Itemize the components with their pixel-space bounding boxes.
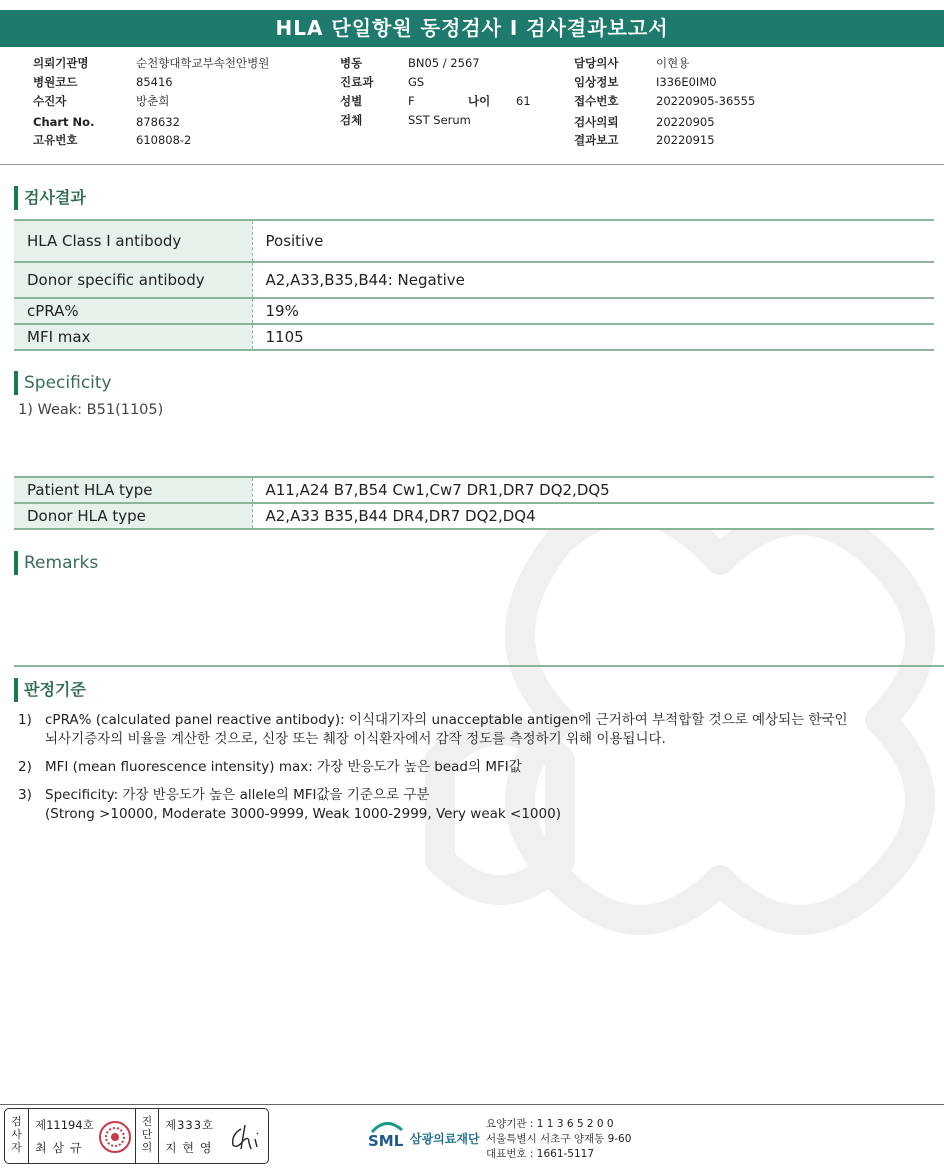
signature-box <box>4 1108 269 1164</box>
list-item <box>18 758 918 777</box>
info-label: 수진자 <box>33 94 67 108</box>
criteria-number: 1) <box>18 712 32 728</box>
info-label: 접수번호 <box>574 94 619 108</box>
info-label: 진료과 <box>340 75 374 89</box>
list-item <box>18 711 918 749</box>
signature-icon <box>227 1123 265 1153</box>
info-label: 검체 <box>340 113 363 127</box>
org-info <box>486 1117 631 1162</box>
criteria-line: MFI (mean fluorescence intensity) max: 가장 반응도가 높은 bead의 MFI값 <box>45 759 522 775</box>
result-value: Positive <box>252 220 934 262</box>
inspector-label-text: 검사자 <box>11 1115 22 1154</box>
age-label: 나이 <box>468 94 491 108</box>
result-key: Donor specific antibody <box>14 262 252 298</box>
doctor-license: 제333호 <box>165 1118 215 1132</box>
criteria-section-title: 판정기준 <box>14 678 86 702</box>
footer-divider <box>0 1104 944 1105</box>
table-row <box>14 477 934 503</box>
org-name: 삼광의료재단 <box>410 1132 480 1146</box>
doctor-label <box>135 1109 159 1163</box>
info-value: SST Serum <box>408 113 471 127</box>
criteria-line: 뇌사기증자의 비율을 계산한 것으로, 신장 또는 췌장 이식환자에서 감작 정도를 측정하기 위해 이용됩니다. <box>45 731 666 747</box>
age-value: 61 <box>516 94 531 108</box>
table-row <box>14 324 934 350</box>
criteria-line: (Strong >10000, Moderate 3000-9999, Weak 1000-2999, Very weak <1000) <box>45 806 561 822</box>
criteria-line: Specificity: 가장 반응도가 높은 allele의 MFI값을 기준으로 구분 <box>45 787 430 803</box>
inspector-name: 최 삼 규 <box>35 1141 83 1155</box>
info-label: 담당의사 <box>574 56 619 70</box>
result-key: cPRA% <box>14 298 252 324</box>
seal-stamp-icon <box>99 1121 131 1153</box>
info-value: 878632 <box>136 115 180 129</box>
result-key: MFI max <box>14 324 252 350</box>
info-value: BN05 / 2567 <box>408 56 480 70</box>
specificity-text: 1) Weak: B51(1105) <box>18 402 164 418</box>
remarks-section-title: Remarks <box>14 551 98 575</box>
inspector-label <box>5 1109 29 1163</box>
info-label: 검사의뢰 <box>574 115 619 129</box>
info-value: 85416 <box>136 75 173 89</box>
info-label: 의뢰기관명 <box>33 56 89 70</box>
info-label: 고유번호 <box>33 133 78 147</box>
hla-value: A11,A24 B7,B54 Cw1,Cw7 DR1,DR7 DQ2,DQ5 <box>252 477 934 503</box>
info-label: 임상정보 <box>574 75 619 89</box>
specificity-section-title: Specificity <box>14 371 112 395</box>
info-label: 결과보고 <box>574 133 619 147</box>
criteria-list <box>18 711 918 824</box>
result-key: HLA Class I antibody <box>14 220 252 262</box>
hla-value: A2,A33 B35,B44 DR4,DR7 DQ2,DQ4 <box>252 503 934 529</box>
info-value: F <box>408 94 415 108</box>
info-label: 병동 <box>340 56 363 70</box>
table-row <box>14 262 934 298</box>
sml-logo-icon <box>366 1116 408 1156</box>
patient-info-header <box>0 54 944 164</box>
criteria-line: cPRA% (calculated panel reactive antibody): 이식대기자의 unacceptable antigen에 근거하여 부적합할 것으로 예상되는 한국인 <box>45 712 848 728</box>
info-label: 병원코드 <box>33 75 78 89</box>
info-value: 20220905-36555 <box>656 94 756 108</box>
org-address: 서울특별시 서초구 양재동 9-60 <box>486 1133 632 1145</box>
info-value: 이현용 <box>656 56 690 70</box>
org-code: 요양기관 : 1 1 3 6 5 2 0 0 <box>486 1118 614 1130</box>
info-value: 610808-2 <box>136 133 192 147</box>
result-value: 1105 <box>252 324 934 350</box>
doctor-label-text: 진단의 <box>141 1115 153 1154</box>
table-row <box>14 298 934 324</box>
sml-logo-text: SML <box>368 1132 404 1150</box>
inspector-license: 제11194호 <box>35 1118 94 1132</box>
table-row <box>14 220 934 262</box>
hla-key: Patient HLA type <box>14 477 252 503</box>
hla-key: Donor HLA type <box>14 503 252 529</box>
header-divider <box>0 164 944 165</box>
results-section-title: 검사결과 <box>14 186 86 210</box>
info-label: Chart No. <box>33 115 95 129</box>
org-phone: 대표번호 : 1661-5117 <box>486 1148 595 1160</box>
results-table <box>14 219 934 351</box>
info-label: 성별 <box>340 94 363 108</box>
section-divider <box>14 665 944 667</box>
info-value: 20220915 <box>656 133 715 147</box>
info-value: 순천향대학교부속천안병원 <box>136 56 270 70</box>
report-title: HLA 단일항원 동정검사 I 검사결과보고서 <box>0 10 944 47</box>
table-row <box>14 503 934 529</box>
criteria-number: 3) <box>18 787 32 803</box>
info-value: I336E0IM0 <box>656 75 717 89</box>
doctor-name: 지 현 영 <box>165 1141 213 1155</box>
info-value: 20220905 <box>656 115 715 129</box>
criteria-number: 2) <box>18 759 32 775</box>
result-value: 19% <box>252 298 934 324</box>
list-item <box>18 786 918 824</box>
hla-type-table <box>14 476 934 530</box>
info-value: 방춘희 <box>136 94 170 108</box>
info-value: GS <box>408 75 425 89</box>
result-value: A2,A33,B35,B44: Negative <box>252 262 934 298</box>
